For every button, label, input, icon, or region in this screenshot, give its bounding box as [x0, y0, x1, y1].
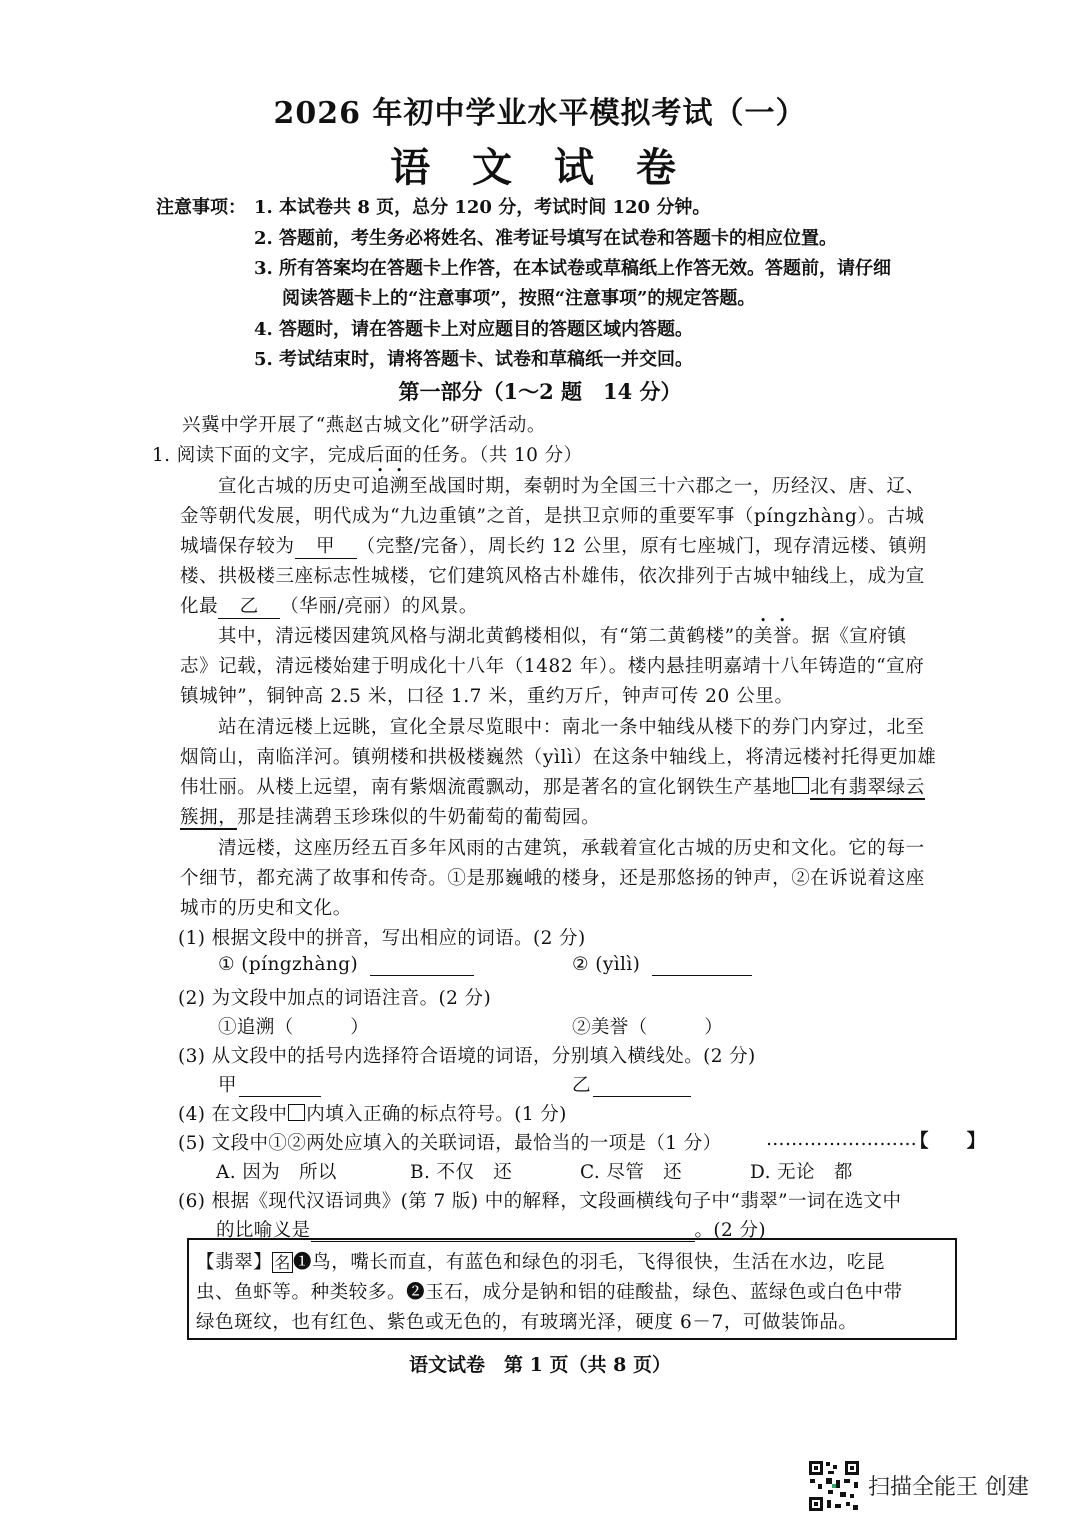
subquestion-1-a [218, 954, 474, 976]
passage-line: 烟筒山，南临洋河。镇朔楼和拱极楼巍然（yìlì）在这条中轴线上，将清远楼衬托得更加雄 [180, 747, 937, 768]
blank-yi: 乙 [218, 592, 280, 619]
section-title: 第一部分（1～2 题 14 分） [398, 379, 682, 404]
passage-line: 金等朝代发展，明代成为“九边重镇”之首，是拱卫京师的重要军事（píngzhàng）。古城 [180, 506, 925, 527]
subquestion-5: (5) 文段中①②两处应填入的关联词语，最恰当的一项是（1 分） [178, 1133, 722, 1154]
passage-text: 伟壮丽。从楼上远望，南有紫烟流霞飘动，那是著名的宣化钢铁生产基地 [180, 777, 792, 798]
item-label: ① (píngzhàng) [218, 954, 359, 975]
answer-line [239, 1075, 321, 1097]
passage-line [180, 592, 478, 619]
definition-line: 绿色斑纹，也有红色、紫色或无色的，有玻璃光泽，硬度 6－7，可做装饰品。 [196, 1312, 858, 1333]
definition-line: 虫、鱼虾等。种类较多。❷玉石，成分是钠和铝的硅酸盐，绿色、蓝绿色或白色中带 [196, 1282, 903, 1303]
subquestion-6: (6) 根据《现代汉语词典》(第 7 版) 中的解释，文段画横线句子中“翡翠”一词在选文中 [178, 1191, 902, 1212]
passage-text: 。据《宣府镇 [792, 626, 907, 647]
item-label: 的比喻义是 [216, 1220, 311, 1241]
answer-line [652, 954, 752, 976]
answer-line [370, 954, 474, 976]
subquestion-3-b [572, 1071, 691, 1097]
item-label: 乙 [572, 1075, 591, 1096]
subquestion-2-b: ②美誉（ ） [572, 1017, 724, 1038]
question-1-stem: 1. 阅读下面的文字，完成后面的任务。（共 10 分） [152, 445, 583, 466]
passage-line: 楼、拱极楼三座标志性城楼，它们建筑风格古朴雄伟，依次排列于古城中轴线上，成为宣 [180, 566, 925, 587]
passage-line: 站在清远楼上远眺，宣化全景尽览眼中：南北一条中轴线从楼下的券门内穿过，北至 [218, 717, 925, 738]
definition-line [196, 1248, 885, 1274]
subquestion-3: (3) 从文段中的括号内选择符合语境的词语，分别填入横线处。(2 分) [178, 1046, 756, 1067]
passage-line [218, 622, 907, 648]
underlined-sentence: 北有翡翠绿云 [810, 777, 925, 798]
dotted-char: 美 [753, 626, 773, 647]
item-label: 。(2 分) [694, 1220, 767, 1241]
passage-text: 那是挂满碧玉珍珠似的牛奶葡萄的葡萄园。 [237, 807, 601, 828]
passage-line: 城市的历史和文化。 [180, 898, 352, 919]
punctuation-box [288, 1104, 305, 1121]
scanner-watermark: 扫描全能王 创建 [868, 1475, 1029, 1500]
dotted-char: 溯 [389, 476, 410, 497]
blank-jia: 甲 [295, 532, 357, 559]
passage-text: （完整/完备），周长约 12 公里，原有七座城门，现存清远楼、镇朔 [356, 536, 927, 557]
note-item: 1. 本试卷共 8 页，总分 120 分，考试时间 120 分钟。 [254, 197, 711, 218]
option-b: B. 不仅 还 [410, 1162, 513, 1183]
intro-text: 兴冀中学开展了“燕赵古城文化”研学活动。 [182, 415, 546, 436]
note-item: 3. 所有答案均在答题卡上作答，在本试卷或草稿纸上作答无效。答题前，请仔细 [254, 258, 892, 279]
underlined-sentence: 簇拥， [180, 807, 238, 828]
option-c: C. 尽管 还 [580, 1162, 683, 1183]
passage-line [180, 803, 600, 829]
item-label: 内填入正确的标点符号。(1 分) [306, 1104, 567, 1125]
passage-line [180, 773, 925, 799]
page-footer: 语文试卷 第 1 页（共 8 页） [409, 1354, 671, 1376]
item-label: ② (yìlì) [572, 954, 641, 975]
passage-line [180, 532, 927, 559]
subquestion-1-b [572, 954, 752, 976]
passage-line: 志》记载，清远楼始建于明成化十八年（1482 年）。楼内悬挂明嘉靖十八年铸造的“宣府 [180, 656, 925, 677]
option-a: A. 因为 所以 [216, 1162, 337, 1183]
subquestion-2: (2) 为文段中加点的词语注音。(2 分) [178, 988, 492, 1009]
definition-text: ❶鸟，嘴长而直，有蓝色和绿色的羽毛，飞得很快，生活在水边，吃昆 [293, 1252, 886, 1273]
exam-title: 2026 年初中学业水平模拟考试（一） [273, 96, 807, 131]
definition-headword: 【翡翠】 [196, 1252, 273, 1273]
passage-text: （华丽/亮丽）的风景。 [280, 596, 479, 617]
item-label: (4) 在文段中 [178, 1104, 288, 1125]
passage-text: 其中，清远楼因建筑风格与湖北黄鹤楼相似，有“第二黄鹤楼”的 [218, 626, 754, 647]
passage-text: 城墙保存较为 [180, 536, 295, 557]
passage-line [218, 472, 925, 498]
passage-line: 清远楼，这座历经五百多年风雨的古建筑，承载着宣化古城的历史和文化。它的每一 [218, 838, 925, 859]
note-item: 2. 答题前，考生务必将姓名、准考证号填写在试卷和答题卡的相应位置。 [254, 228, 838, 249]
dotted-char: 追 [370, 476, 390, 497]
subquestion-3-a [218, 1071, 321, 1097]
passage-line: 个细节，都充满了故事和传奇。①是那巍峨的楼身，还是那悠扬的钟声，②在诉说着这座 [180, 868, 925, 889]
option-d: D. 无论 都 [750, 1162, 853, 1183]
passage-text: 至战国时期，秦朝时为全国三十六郡之一，历经汉、唐、辽、 [409, 476, 925, 497]
answer-bracket: 【 】 [910, 1131, 986, 1152]
note-item: 阅读答题卡上的“注意事项”，按照“注意事项”的规定答题。 [282, 288, 756, 309]
passage-line: 镇城钟”，铜钟高 2.5 米，口径 1.7 米，重约万斤，钟声可传 20 公里。 [180, 686, 794, 707]
note-item: 5. 考试结束时，请将答题卡、试卷和草稿纸一并交回。 [254, 349, 694, 370]
notes-label: 注意事项： [156, 197, 246, 218]
part-of-speech: 名 [274, 1253, 292, 1272]
subquestion-2-a: ①追溯（ ） [218, 1017, 370, 1038]
passage-text: 化最 [180, 596, 219, 617]
answer-line [593, 1075, 691, 1097]
item-label: 甲 [218, 1075, 237, 1096]
qr-code-icon [808, 1460, 860, 1512]
subquestion-1: (1) 根据文段中的拼音，写出相应的词语。(2 分) [178, 928, 586, 949]
passage-text: 宣化古城的历史可 [218, 476, 371, 497]
leader-dots: …………………… [766, 1129, 918, 1150]
exam-subtitle: 语 文 试 卷 [390, 144, 690, 191]
dotted-char: 誉 [772, 626, 793, 647]
subquestion-4 [178, 1100, 567, 1126]
note-item: 4. 答题时，请在答题卡上对应题目的答题区域内答题。 [254, 319, 694, 340]
punctuation-box [792, 777, 809, 794]
